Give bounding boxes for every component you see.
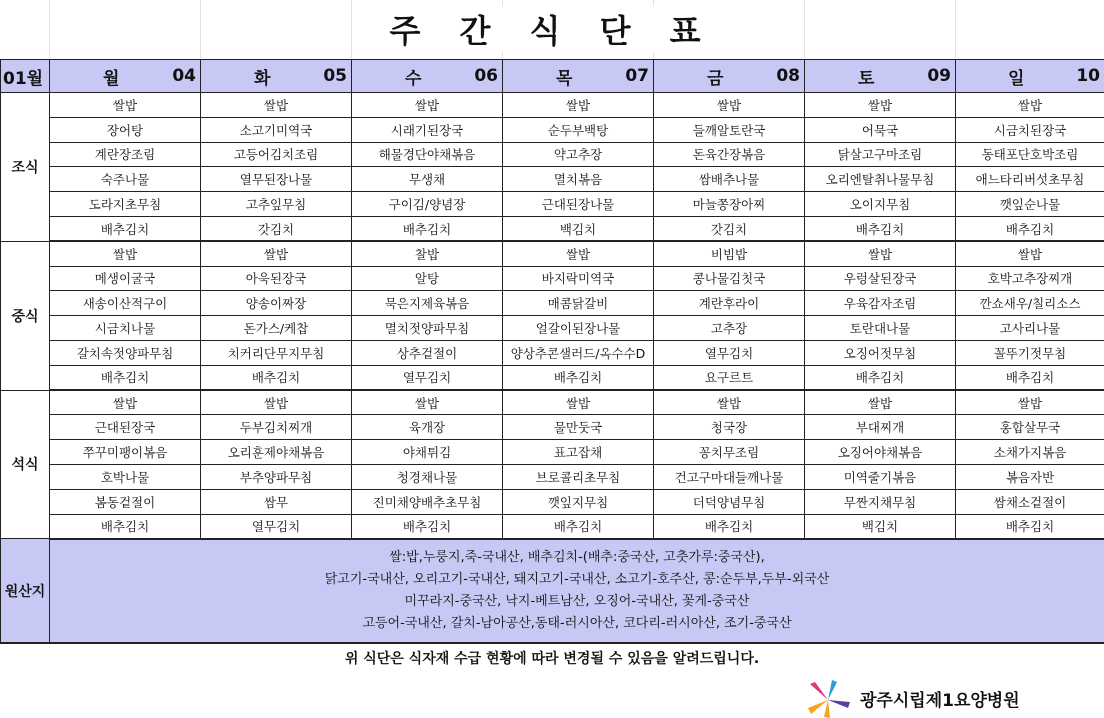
- notice-text: 위 식단은 식자재 수급 현황에 따라 변경될 수 있음을 알려드립니다.: [344, 651, 760, 667]
- menu-item: 새송이산적구이: [50, 291, 201, 316]
- menu-item: 갈치속젓양파무침: [50, 340, 201, 365]
- menu-item: 배추김치: [503, 514, 654, 539]
- menu-item: 미역줄기볶음: [805, 464, 956, 489]
- day-header-1: [201, 60, 352, 93]
- menu-item: 소채가지볶음: [956, 440, 1104, 465]
- day-header-3: [503, 60, 654, 93]
- day-date: 10: [1076, 66, 1100, 86]
- menu-item: 비빔밥: [654, 241, 805, 266]
- menu-item: 물만둣국: [503, 415, 654, 440]
- meal-label: 조식: [1, 93, 50, 242]
- menu-item: 얼갈이된장나물: [503, 316, 654, 341]
- month-label: 01월: [1, 60, 50, 93]
- menu-item: 쌀밥: [805, 390, 956, 415]
- menu-item: 쌀밥: [201, 93, 352, 118]
- menu-item: 배추김치: [654, 514, 805, 539]
- menu-row: [1, 390, 1104, 415]
- menu-item: 열무김치: [201, 514, 352, 539]
- menu-item: 무생채: [352, 167, 503, 192]
- menu-item: 호박나물: [50, 464, 201, 489]
- menu-row: [1, 291, 1104, 316]
- menu-item: 쌀밥: [503, 241, 654, 266]
- menu-item: 배추김치: [956, 365, 1104, 390]
- origin-line: 미꾸라지-중국산, 낙지-베트남산, 오징어-국내산, 꽃게-중국산: [404, 593, 750, 609]
- menu-item: 오이지무침: [805, 192, 956, 217]
- menu-row: [1, 216, 1104, 241]
- menu-item: 고사리나물: [956, 316, 1104, 341]
- menu-item: 쌀밥: [352, 93, 503, 118]
- weekly-menu-table: [0, 59, 1104, 644]
- menu-item: 꽁치무조림: [654, 440, 805, 465]
- menu-item: 콩나물김칫국: [654, 266, 805, 291]
- menu-item: 알탕: [352, 266, 503, 291]
- menu-item: 토란대나물: [805, 316, 956, 341]
- menu-item: 부대찌개: [805, 415, 956, 440]
- day-header-0: [50, 60, 201, 93]
- menu-item: 해물경단야채볶음: [352, 142, 503, 167]
- menu-row: [1, 365, 1104, 390]
- menu-item: 열무김치: [352, 365, 503, 390]
- day-date: 05: [323, 66, 347, 86]
- menu-item: 소고기미역국: [201, 117, 352, 142]
- origin-line: 고등어-국내산, 갈치-남아공산,동태-러시아산, 코다리-러시아산, 조기-중국산: [362, 615, 792, 631]
- day-name: 목: [555, 68, 573, 89]
- menu-item: 근대된장국: [50, 415, 201, 440]
- hospital-name: 광주시립제1요양병원: [860, 690, 1020, 711]
- day-header-2: [352, 60, 503, 93]
- menu-row: [1, 340, 1104, 365]
- menu-item: 쌀밥: [352, 390, 503, 415]
- menu-item: 쌈무: [201, 489, 352, 514]
- menu-item: 배추김치: [352, 216, 503, 241]
- day-header-4: [654, 60, 805, 93]
- menu-item: 양상추콘샐러드/옥수수D: [503, 340, 654, 365]
- menu-item: 깻잎순나물: [956, 192, 1104, 217]
- menu-item: 배추김치: [956, 216, 1104, 241]
- menu-item: 약고추장: [503, 142, 654, 167]
- menu-item: 쌈배추나물: [654, 167, 805, 192]
- menu-item: 양송이짜장: [201, 291, 352, 316]
- menu-item: 아욱된장국: [201, 266, 352, 291]
- menu-item: 청경채나물: [352, 464, 503, 489]
- menu-item: 봄동겉절이: [50, 489, 201, 514]
- day-date: 07: [625, 66, 649, 86]
- menu-item: 순두부백탕: [503, 117, 654, 142]
- menu-item: 찰밥: [352, 241, 503, 266]
- menu-item: 꼴뚜기젓무침: [956, 340, 1104, 365]
- menu-item: 배추김치: [201, 365, 352, 390]
- menu-item: 장어탕: [50, 117, 201, 142]
- menu-item: 열무된장나물: [201, 167, 352, 192]
- menu-item: 건고구마대들깨나물: [654, 464, 805, 489]
- menu-row: [1, 93, 1104, 118]
- day-header-row: [1, 60, 1104, 93]
- day-header-5: [805, 60, 956, 93]
- menu-item: 진미채양배추초무침: [352, 489, 503, 514]
- menu-item: 육개장: [352, 415, 503, 440]
- menu-row: [1, 117, 1104, 142]
- menu-item: 갓김치: [201, 216, 352, 241]
- menu-item: 시금치나물: [50, 316, 201, 341]
- menu-item: 쌀밥: [805, 93, 956, 118]
- menu-item: 고추장: [654, 316, 805, 341]
- menu-item: 쌀밥: [654, 390, 805, 415]
- menu-item: 매콤닭갈비: [503, 291, 654, 316]
- menu-item: 쌀밥: [654, 93, 805, 118]
- menu-item: 쌀밥: [956, 93, 1104, 118]
- menu-item: 더덕양념무침: [654, 489, 805, 514]
- menu-item: 도라지초무침: [50, 192, 201, 217]
- menu-row: [1, 266, 1104, 291]
- menu-item: 배추김치: [50, 365, 201, 390]
- menu-item: 배추김치: [50, 514, 201, 539]
- menu-row: [1, 464, 1104, 489]
- menu-item: 배추김치: [805, 216, 956, 241]
- day-date: 06: [474, 66, 498, 86]
- menu-item: 표고잡채: [503, 440, 654, 465]
- day-header-6: [956, 60, 1104, 93]
- menu-row: [1, 514, 1104, 539]
- menu-row: [1, 489, 1104, 514]
- menu-item: 어묵국: [805, 117, 956, 142]
- menu-item: 열무김치: [654, 340, 805, 365]
- menu-item: 오리훈제야채볶음: [201, 440, 352, 465]
- day-name: 수: [404, 68, 422, 89]
- menu-item: 멸치젓양파무침: [352, 316, 503, 341]
- hospital-logo-icon: [806, 678, 852, 718]
- menu-item: 애느타리버섯초무침: [956, 167, 1104, 192]
- menu-item: 오징어젓무침: [805, 340, 956, 365]
- meal-label: 중식: [1, 241, 50, 390]
- menu-item: 우렁살된장국: [805, 266, 956, 291]
- meal-label: 석식: [1, 390, 50, 539]
- menu-item: 바지락미역국: [503, 266, 654, 291]
- day-name: 금: [706, 68, 724, 89]
- page-title: 주 간 식 단 표: [383, 6, 720, 52]
- menu-item: 쌀밥: [201, 390, 352, 415]
- menu-item: 무짠지채무침: [805, 489, 956, 514]
- day-date: 08: [776, 66, 800, 86]
- menu-item: 고추잎무침: [201, 192, 352, 217]
- menu-item: 깻잎지무침: [503, 489, 654, 514]
- menu-item: 배추김치: [352, 514, 503, 539]
- menu-item: 고등어김치조림: [201, 142, 352, 167]
- menu-item: 쌀밥: [50, 241, 201, 266]
- menu-item: 메생이굴국: [50, 266, 201, 291]
- menu-item: 호박고추장찌개: [956, 266, 1104, 291]
- day-name: 일: [1007, 68, 1025, 89]
- menu-item: 백김치: [503, 216, 654, 241]
- menu-item: 두부김치찌개: [201, 415, 352, 440]
- menu-row: [1, 316, 1104, 341]
- menu-item: 닭살고구마조림: [805, 142, 956, 167]
- menu-item: 멸치볶음: [503, 167, 654, 192]
- menu-item: 돈가스/케찹: [201, 316, 352, 341]
- menu-item: 오징어야채볶음: [805, 440, 956, 465]
- menu-item: 쌀밥: [956, 241, 1104, 266]
- menu-item: 야채튀김: [352, 440, 503, 465]
- origin-line: 닭고기-국내산, 오리고기-국내산, 돼지고기-국내산, 소고기-호주산, 콩:순두부,두부-외국산: [324, 571, 830, 587]
- menu-row: [1, 142, 1104, 167]
- menu-item: 동태포단호박조림: [956, 142, 1104, 167]
- menu-item: 볶음자반: [956, 464, 1104, 489]
- menu-item: 배추김치: [956, 514, 1104, 539]
- menu-row: [1, 167, 1104, 192]
- menu-item: 계란장조림: [50, 142, 201, 167]
- menu-item: 쌀밥: [503, 93, 654, 118]
- menu-item: 브로콜리초무침: [503, 464, 654, 489]
- day-name: 월: [102, 68, 120, 89]
- footer: [806, 678, 1104, 718]
- menu-item: 구이김/양념장: [352, 192, 503, 217]
- day-date: 09: [927, 66, 951, 86]
- title-area: [0, 0, 1104, 58]
- menu-item: 쌀밥: [50, 390, 201, 415]
- menu-item: 쌀밥: [503, 390, 654, 415]
- menu-item: 요구르트: [654, 365, 805, 390]
- menu-item: 들깨알토란국: [654, 117, 805, 142]
- menu-item: 시래기된장국: [352, 117, 503, 142]
- menu-item: 돈육간장볶음: [654, 142, 805, 167]
- menu-row: [1, 192, 1104, 217]
- origin-line: 쌀:밥,누룽지,죽-국내산, 배추김치-(배추:중국산, 고춧가루:중국산),: [389, 549, 765, 565]
- day-name: 화: [253, 68, 271, 89]
- menu-item: 갓김치: [654, 216, 805, 241]
- origin-label: 원산지: [1, 539, 50, 643]
- menu-item: 쌀밥: [50, 93, 201, 118]
- menu-item: 묵은지제육볶음: [352, 291, 503, 316]
- menu-item: 홍합살무국: [956, 415, 1104, 440]
- menu-row: [1, 241, 1104, 266]
- menu-item: 배추김치: [50, 216, 201, 241]
- origin-row: [1, 539, 1104, 643]
- menu-item: 쌀밥: [956, 390, 1104, 415]
- menu-item: 쌀밥: [201, 241, 352, 266]
- menu-item: 배추김치: [805, 365, 956, 390]
- menu-item: 근대된장나물: [503, 192, 654, 217]
- menu-item: 백김치: [805, 514, 956, 539]
- menu-item: 오리엔탈취나물무침: [805, 167, 956, 192]
- menu-item: 쌀밥: [805, 241, 956, 266]
- menu-item: 계란후라이: [654, 291, 805, 316]
- origin-text: [50, 539, 1104, 643]
- menu-item: 숙주나물: [50, 167, 201, 192]
- day-name: 토: [857, 68, 875, 89]
- menu-item: 마늘쫑장아찌: [654, 192, 805, 217]
- menu-item: 청국장: [654, 415, 805, 440]
- menu-item: 우육감자조림: [805, 291, 956, 316]
- menu-item: 치커리단무지무침: [201, 340, 352, 365]
- day-date: 04: [172, 66, 196, 86]
- menu-item: 깐쇼새우/칠리소스: [956, 291, 1104, 316]
- menu-row: [1, 440, 1104, 465]
- menu-item: 배추김치: [503, 365, 654, 390]
- menu-row: [1, 415, 1104, 440]
- menu-item: 시금치된장국: [956, 117, 1104, 142]
- menu-item: 쭈꾸미팽이볶음: [50, 440, 201, 465]
- menu-body: [1, 93, 1104, 643]
- menu-item: 쌈채소겉절이: [956, 489, 1104, 514]
- menu-item: 상추겉절이: [352, 340, 503, 365]
- menu-item: 부추양파무침: [201, 464, 352, 489]
